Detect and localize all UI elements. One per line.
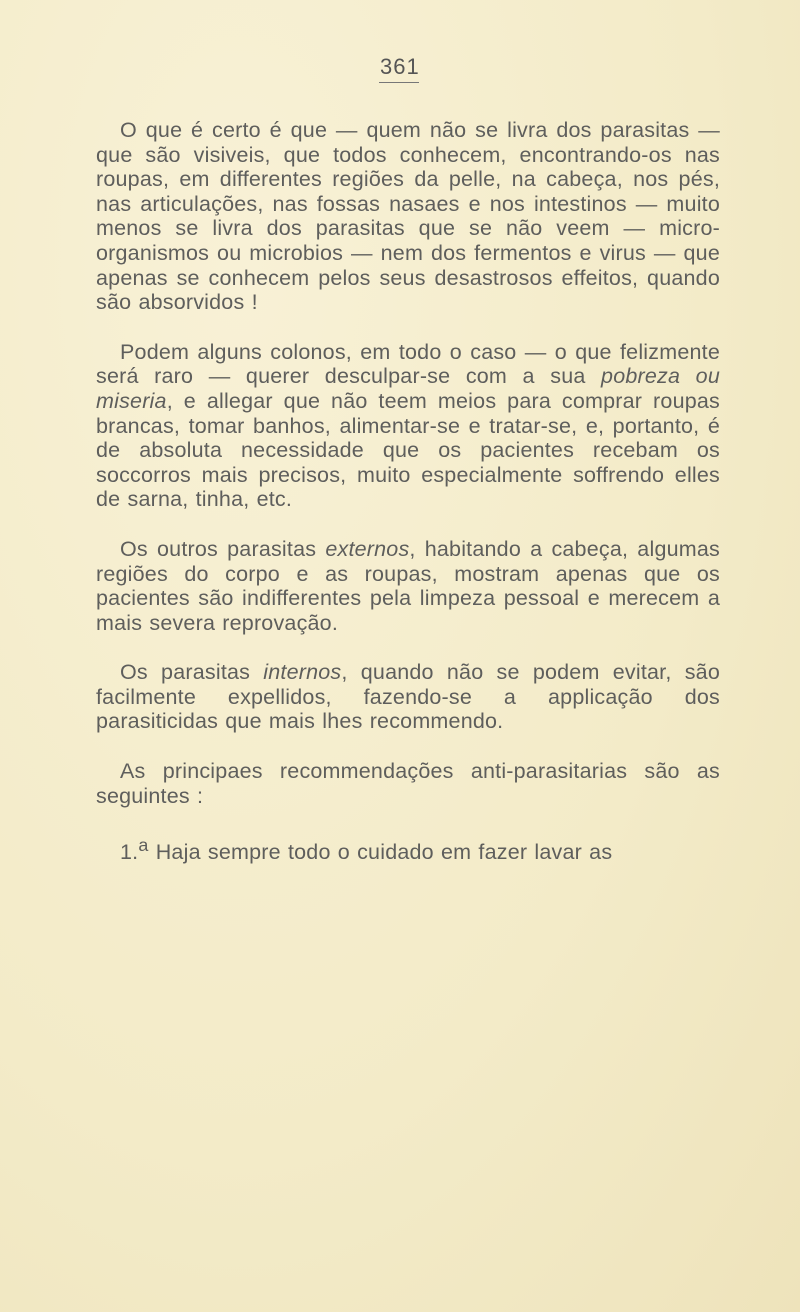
paragraph-6 [96, 833, 720, 865]
paragraph-2-part-b: , e allegar que não teem meios para comprar roupas brancas, tomar banhos, alimentar-se e tratar-se, e, portanto, é de absoluta necessidade que os pacientes recebam os soccorros mais precisos, muito especialmente soffrendo elles de sarna, tinha, etc. [96, 388, 720, 512]
page-number-underline [379, 82, 419, 83]
paragraph-4-italic: internos [263, 660, 342, 685]
paragraph-5: As principaes recommendações anti-parasitarias são as seguintes : [96, 759, 720, 808]
body-text [96, 118, 720, 890]
paragraph-3 [96, 537, 720, 635]
paragraph-3-part-b: , habitando a cabeça, algumas regiões do corpo e as roupas, mostram apenas que os pacientes são indifferentes pela limpeza pessoal e merecem a mais severa reprovação. [96, 536, 720, 635]
list-number: 1. [120, 840, 139, 865]
paragraph-4 [96, 660, 720, 734]
paragraph-2-part-a: Podem alguns colonos, em todo o caso — o que felizmente será raro — querer desculpar-se com a sua [96, 339, 720, 389]
page-number: 361 [380, 54, 420, 79]
paragraph-6-text: Haja sempre todo o cuidado em fazer lavar as [155, 840, 613, 865]
paragraph-4-part-b: , quando não se podem evitar, são facilmente expellidos, fazendo-se a applicação dos parasiticidas que mais lhes recommendo. [96, 660, 720, 734]
paragraph-2 [96, 340, 720, 512]
paragraph-2-italic: pobreza ou miseria [96, 364, 720, 413]
paragraph-3-part-a: Os outros parasitas [120, 536, 317, 561]
list-number-ordinal: a [138, 835, 149, 856]
paragraph-4-part-a: Os parasitas [120, 660, 251, 685]
paragraph-1: O que é certo é que — quem não se livra dos parasitas — que são visiveis, que todos conhecem, encontrando-os nas roupas, em differentes regiões da pelle, na cabeça, nos pés, nas articulações, nas fossas nasaes e nos intestinos — muito menos se livra dos parasitas que se não veem — micro-organismos ou microbios — nem dos fermentos e virus — que apenas se conhecem pelos seus desastrosos effeitos, quando são absorvidos ! [96, 118, 720, 315]
paragraph-3-italic: externos [325, 536, 410, 561]
